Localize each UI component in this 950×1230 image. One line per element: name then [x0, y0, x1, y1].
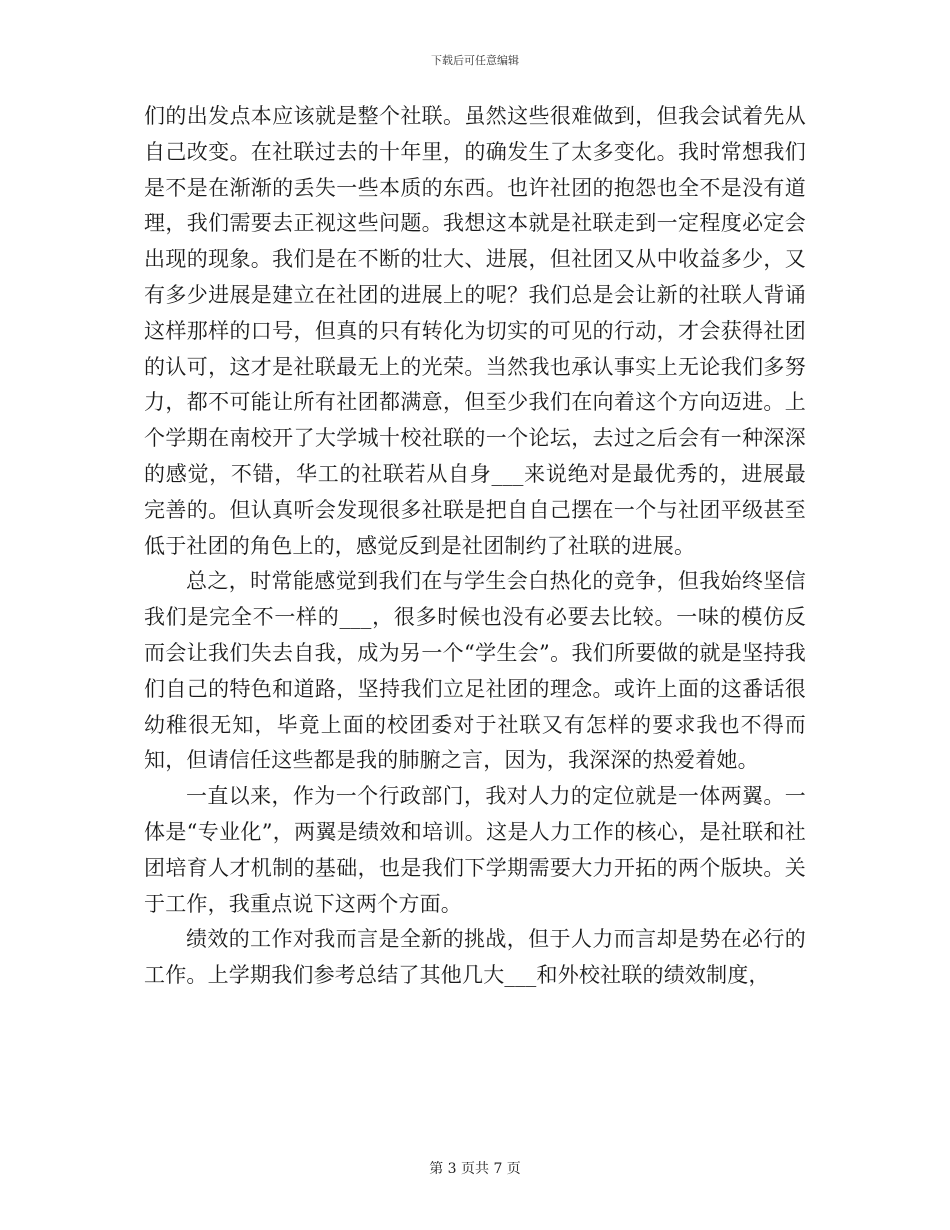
paragraph-1: 们的出发点本应该就是整个社联。虽然这些很难做到，但我会试着先从自己改变。在社联过去的十年里，的确发生了太多变化。我时常想我们是不是在渐渐的丢失一些本质的东西。也许社团的抱怨也全不是没有道理，我们需要去正视这些问题。我想这本就是社联走到一定程度必定会出现的现象。我们是在不断的壮大、进展，但社团又从中收益多少，又有多少进展是建立在社团的进展上的呢？我们总是会让新的社联人背诵这样那样的口号，但真的只有转化为切实的可见的行动，才会获得社团的认可，这才是社联最无上的光荣。当然我也承认事实上无论我们多努力，都不可能让所有社团都满意，但至少我们在向着这个方向迈进。上个学期在南校开了大学城十校社联的一个论坛，去过之后会有一种深深的感觉，不错，华工的社联若从自身___来说绝对是最优秀的，进展最完善的。但认真听会发现很多社联是把自自己摆在一个与社团平级甚至低于社团的角色上的，感觉反到是社团制约了社联的进展。 [144, 104, 806, 558]
page-header: 下载后可任意编辑 [431, 54, 519, 67]
paragraph-3: 一直以来，作为一个行政部门，我对人力的定位就是一体两翼。一体是“专业化”，两翼是绩效和培训。这是人力工作的核心，是社联和社团培育人才机制的基础，也是我们下学期需要大力开拓的两个版块。关于工作，我重点说下这两个方面。 [144, 784, 806, 916]
paragraph-4: 绩效的工作对我而言是全新的挑战，但于人力而言却是势在必行的工作。上学期我们参考总结了其他几大___和外校社联的绩效制度， [144, 927, 806, 988]
page-footer: 第 3 页共 7 页 [429, 1161, 521, 1177]
paragraph-2: 总之，时常能感觉到我们在与学生会白热化的竞争，但我始终坚信我们是完全不一样的___，很多时候也没有必要去比较。一味的模仿反而会让我们失去自我，成为另一个“学生会”。我们所要做的就是坚持我们自己的特色和道路，坚持我们立足社团的理念。或许上面的这番话很幼稚很无知，毕竟上面的校团委对于社联又有怎样的要求我也不得而知，但请信任这些都是我的肺腑之言，因为，我深深的热爱着她。 [144, 569, 806, 773]
document-body [144, 99, 806, 994]
